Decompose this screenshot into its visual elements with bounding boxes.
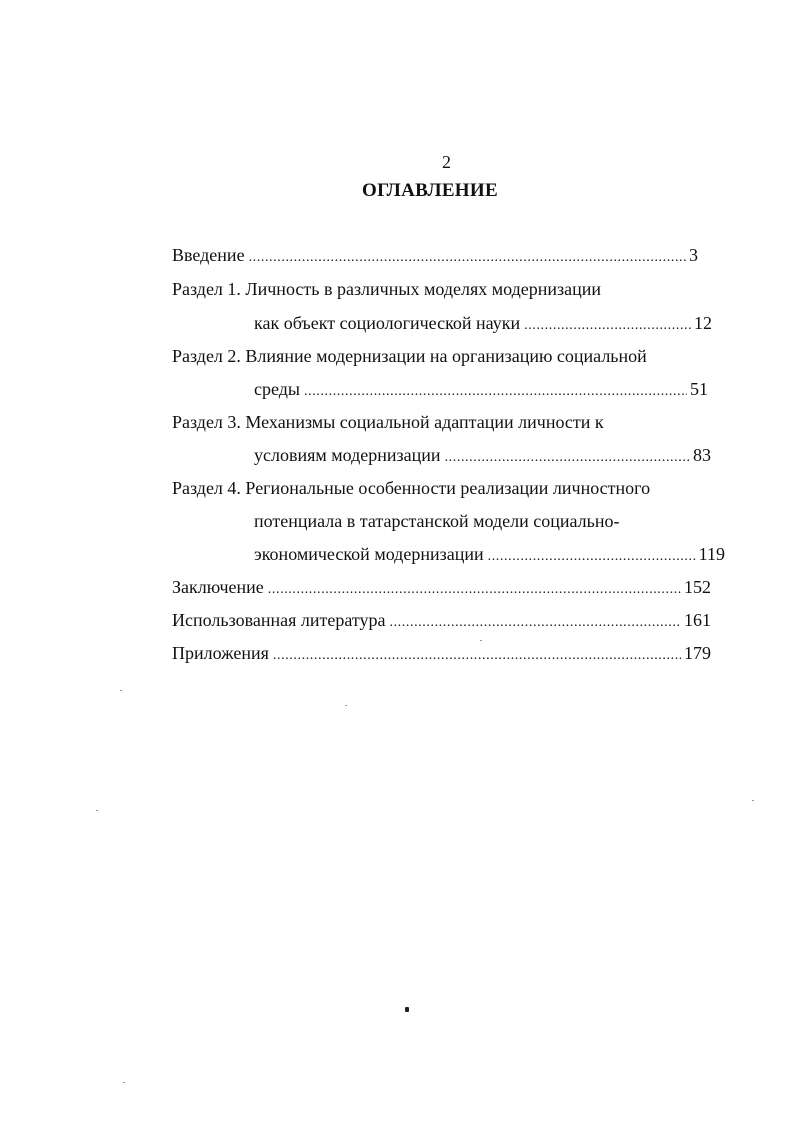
toc-entry-label: Заключение bbox=[172, 577, 264, 597]
toc-entry-label: условиям модернизации bbox=[254, 445, 441, 465]
toc-entry-conclusion bbox=[172, 576, 711, 598]
leader-dots bbox=[268, 579, 681, 601]
leader-dots bbox=[389, 612, 681, 634]
toc-entry-appendices bbox=[172, 642, 711, 664]
toc-entry-page: 179 bbox=[684, 643, 711, 663]
toc-entry-page: 119 bbox=[698, 544, 725, 564]
toc-entry-section3-line2 bbox=[254, 444, 711, 466]
scan-mark bbox=[405, 1007, 409, 1012]
toc-entry-label: Использованная литература bbox=[172, 610, 386, 630]
leader-dots bbox=[445, 447, 690, 469]
toc-entry-section1-line2 bbox=[254, 312, 712, 334]
toc-entry-section4-line2 bbox=[254, 510, 619, 532]
toc-entry-label: как объект социологической науки bbox=[254, 313, 521, 333]
scan-speck bbox=[480, 640, 482, 641]
leader-dots bbox=[524, 315, 691, 337]
toc-entry-label: Раздел 4. Региональные особенности реализации личностного bbox=[172, 478, 651, 498]
toc-entry-page: 12 bbox=[694, 313, 712, 333]
toc-entry-label: Раздел 1. Личность в различных моделях модернизации bbox=[172, 279, 602, 299]
toc-entry-label: Раздел 2. Влияние модернизации на организацию социальной bbox=[172, 346, 647, 366]
scan-speck bbox=[752, 800, 754, 801]
toc-entry-label: экономической модернизации bbox=[254, 544, 484, 564]
toc-entry-section4-line1 bbox=[172, 477, 650, 499]
toc-entry-page: 161 bbox=[684, 610, 711, 630]
leader-dots bbox=[273, 645, 681, 667]
toc-title: ОГЛАВЛЕНИЕ bbox=[362, 180, 498, 201]
leader-dots bbox=[304, 381, 687, 403]
scan-speck bbox=[345, 705, 347, 706]
toc-entry-section1-line1 bbox=[172, 278, 601, 300]
toc-entry-page: 51 bbox=[690, 379, 708, 399]
toc-entry-label: Введение bbox=[172, 245, 245, 265]
toc-entry-page: 152 bbox=[684, 577, 711, 597]
toc-entry-label: потенциала в татарстанской модели социально- bbox=[254, 511, 620, 531]
scan-speck bbox=[96, 810, 98, 811]
leader-dots bbox=[488, 546, 696, 568]
toc-entry-label: Приложения bbox=[172, 643, 269, 663]
scan-speck bbox=[123, 1082, 125, 1083]
toc-entry-label: Раздел 3. Механизмы социальной адаптации личности к bbox=[172, 412, 604, 432]
toc-entry-page: 3 bbox=[689, 245, 698, 265]
toc-entry-literature bbox=[172, 609, 711, 631]
toc-entry-section2-line1 bbox=[172, 345, 647, 367]
toc-entry-section3-line1 bbox=[172, 411, 604, 433]
toc-entry-section2-line2 bbox=[254, 378, 708, 400]
page-number: 2 bbox=[442, 152, 451, 172]
scan-speck bbox=[120, 690, 122, 691]
toc-entry-page: 83 bbox=[693, 445, 711, 465]
leader-dots bbox=[249, 247, 686, 269]
toc-entry-section4-line3 bbox=[254, 543, 725, 565]
toc-entry-intro bbox=[172, 244, 698, 266]
toc-entry-label: среды bbox=[254, 379, 300, 399]
